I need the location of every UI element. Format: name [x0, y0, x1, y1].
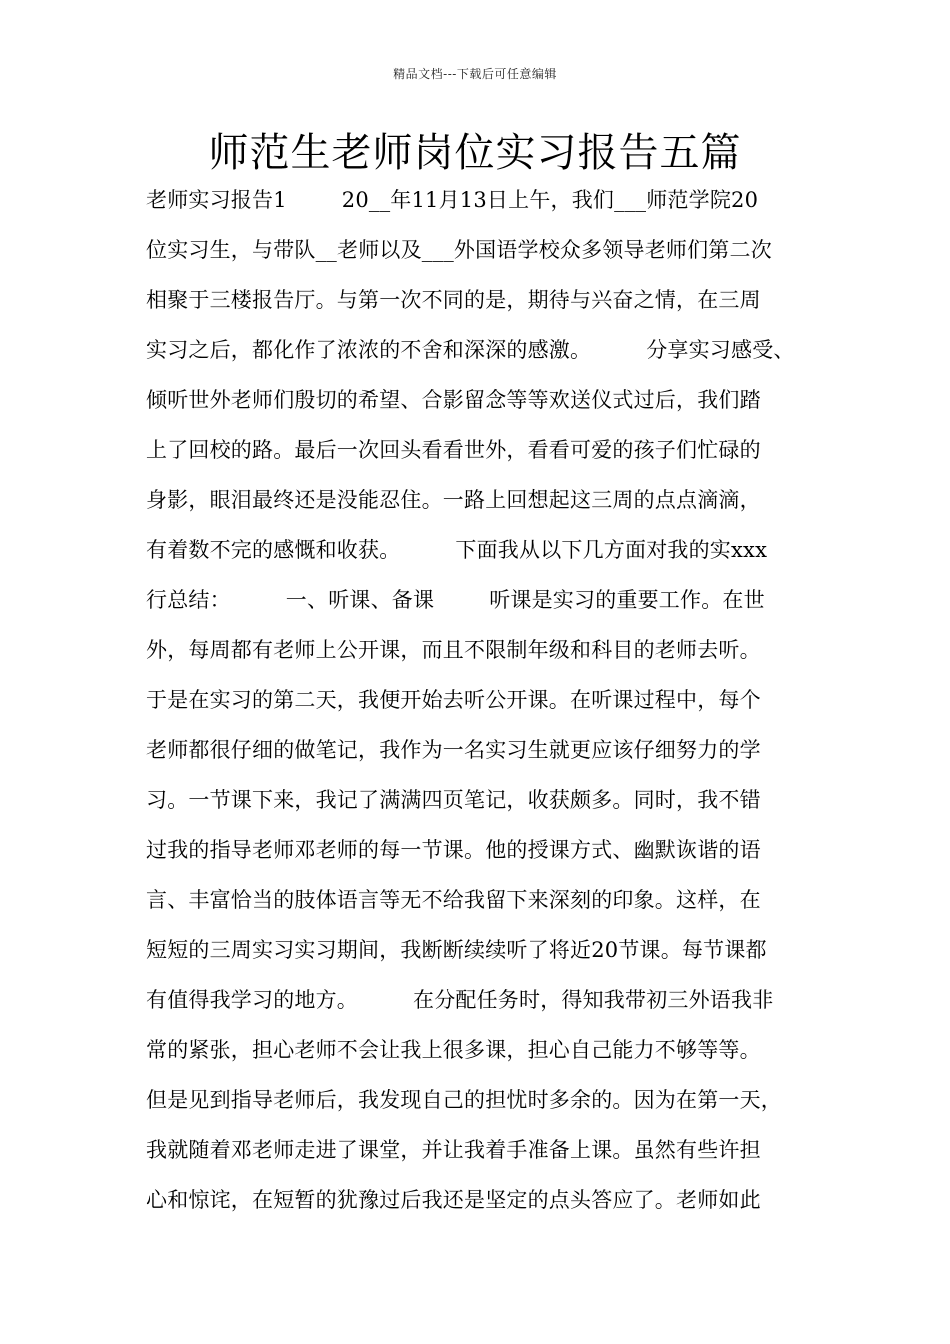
body-line: 心和惊诧，在短暂的犹豫过后我还是坚定的点头答应了。老师如此	[146, 1188, 761, 1212]
body-line: 老师实习报告1 20__年11月13日上午，我们___师范学院20	[146, 188, 759, 212]
body-line: 相聚于三楼报告厅。与第一次不同的是，期待与兴奋之情，在三周	[146, 288, 761, 312]
body-line: 言、丰富恰当的肢体语言等无不给我留下来深刻的印象。这样，在	[146, 888, 761, 912]
body-line: 习。一节课下来，我记了满满四页笔记，收获颇多。同时，我不错	[146, 788, 761, 812]
body-line: 常的紧张，担心老师不会让我上很多课，担心自己能力不够等等。	[146, 1038, 761, 1062]
body-line: 有着数不完的感慨和收获。 下面我从以下几方面对我的实xxx	[146, 538, 768, 562]
body-line: 但是见到指导老师后，我发现自己的担忧时多余的。因为在第一天，	[146, 1088, 782, 1112]
body-line: 于是在实习的第二天，我便开始去听公开课。在听课过程中，每个	[146, 688, 761, 712]
body-line: 我就随着邓老师走进了课堂，并让我着手准备上课。虽然有些许担	[146, 1138, 761, 1162]
body-line: 老师都很仔细的做笔记，我作为一名实习生就更应该仔细努力的学	[146, 738, 761, 762]
body-line: 上了回校的路。最后一次回头看看世外，看看可爱的孩子们忙碌的	[146, 438, 761, 462]
document-title: 师范生老师岗位实习报告五篇	[208, 130, 742, 176]
body-line: 短短的三周实习实习期间，我断断续续听了将近20节课。每节课都	[146, 938, 767, 962]
body-line: 有值得我学习的地方。 在分配任务时，得知我带初三外语我非	[146, 988, 774, 1012]
body-line: 身影，眼泪最终还是没能忍住。一路上回想起这三周的点点滴滴，	[146, 488, 761, 512]
document-body	[146, 183, 826, 1233]
body-line: 过我的指导老师邓老师的每一节课。他的授课方式、幽默诙谐的语	[146, 838, 761, 862]
body-line: 外，每周都有老师上公开课，而且不限制年级和科目的老师去听。	[146, 638, 761, 662]
body-line: 实习之后，都化作了浓浓的不舍和深深的感激。 分享实习感受、	[146, 338, 795, 362]
header-note: 精品文档---下载后可任意编辑	[393, 67, 557, 81]
body-line: 位实习生，与带队__老师以及___外国语学校众多领导老师们第二次	[146, 238, 772, 262]
body-line: 行总结： 一、听课、备课 听课是实习的重要工作。在世	[146, 588, 765, 612]
body-line: 倾听世外老师们殷切的希望、合影留念等等欢送仪式过后，我们踏	[146, 388, 761, 412]
